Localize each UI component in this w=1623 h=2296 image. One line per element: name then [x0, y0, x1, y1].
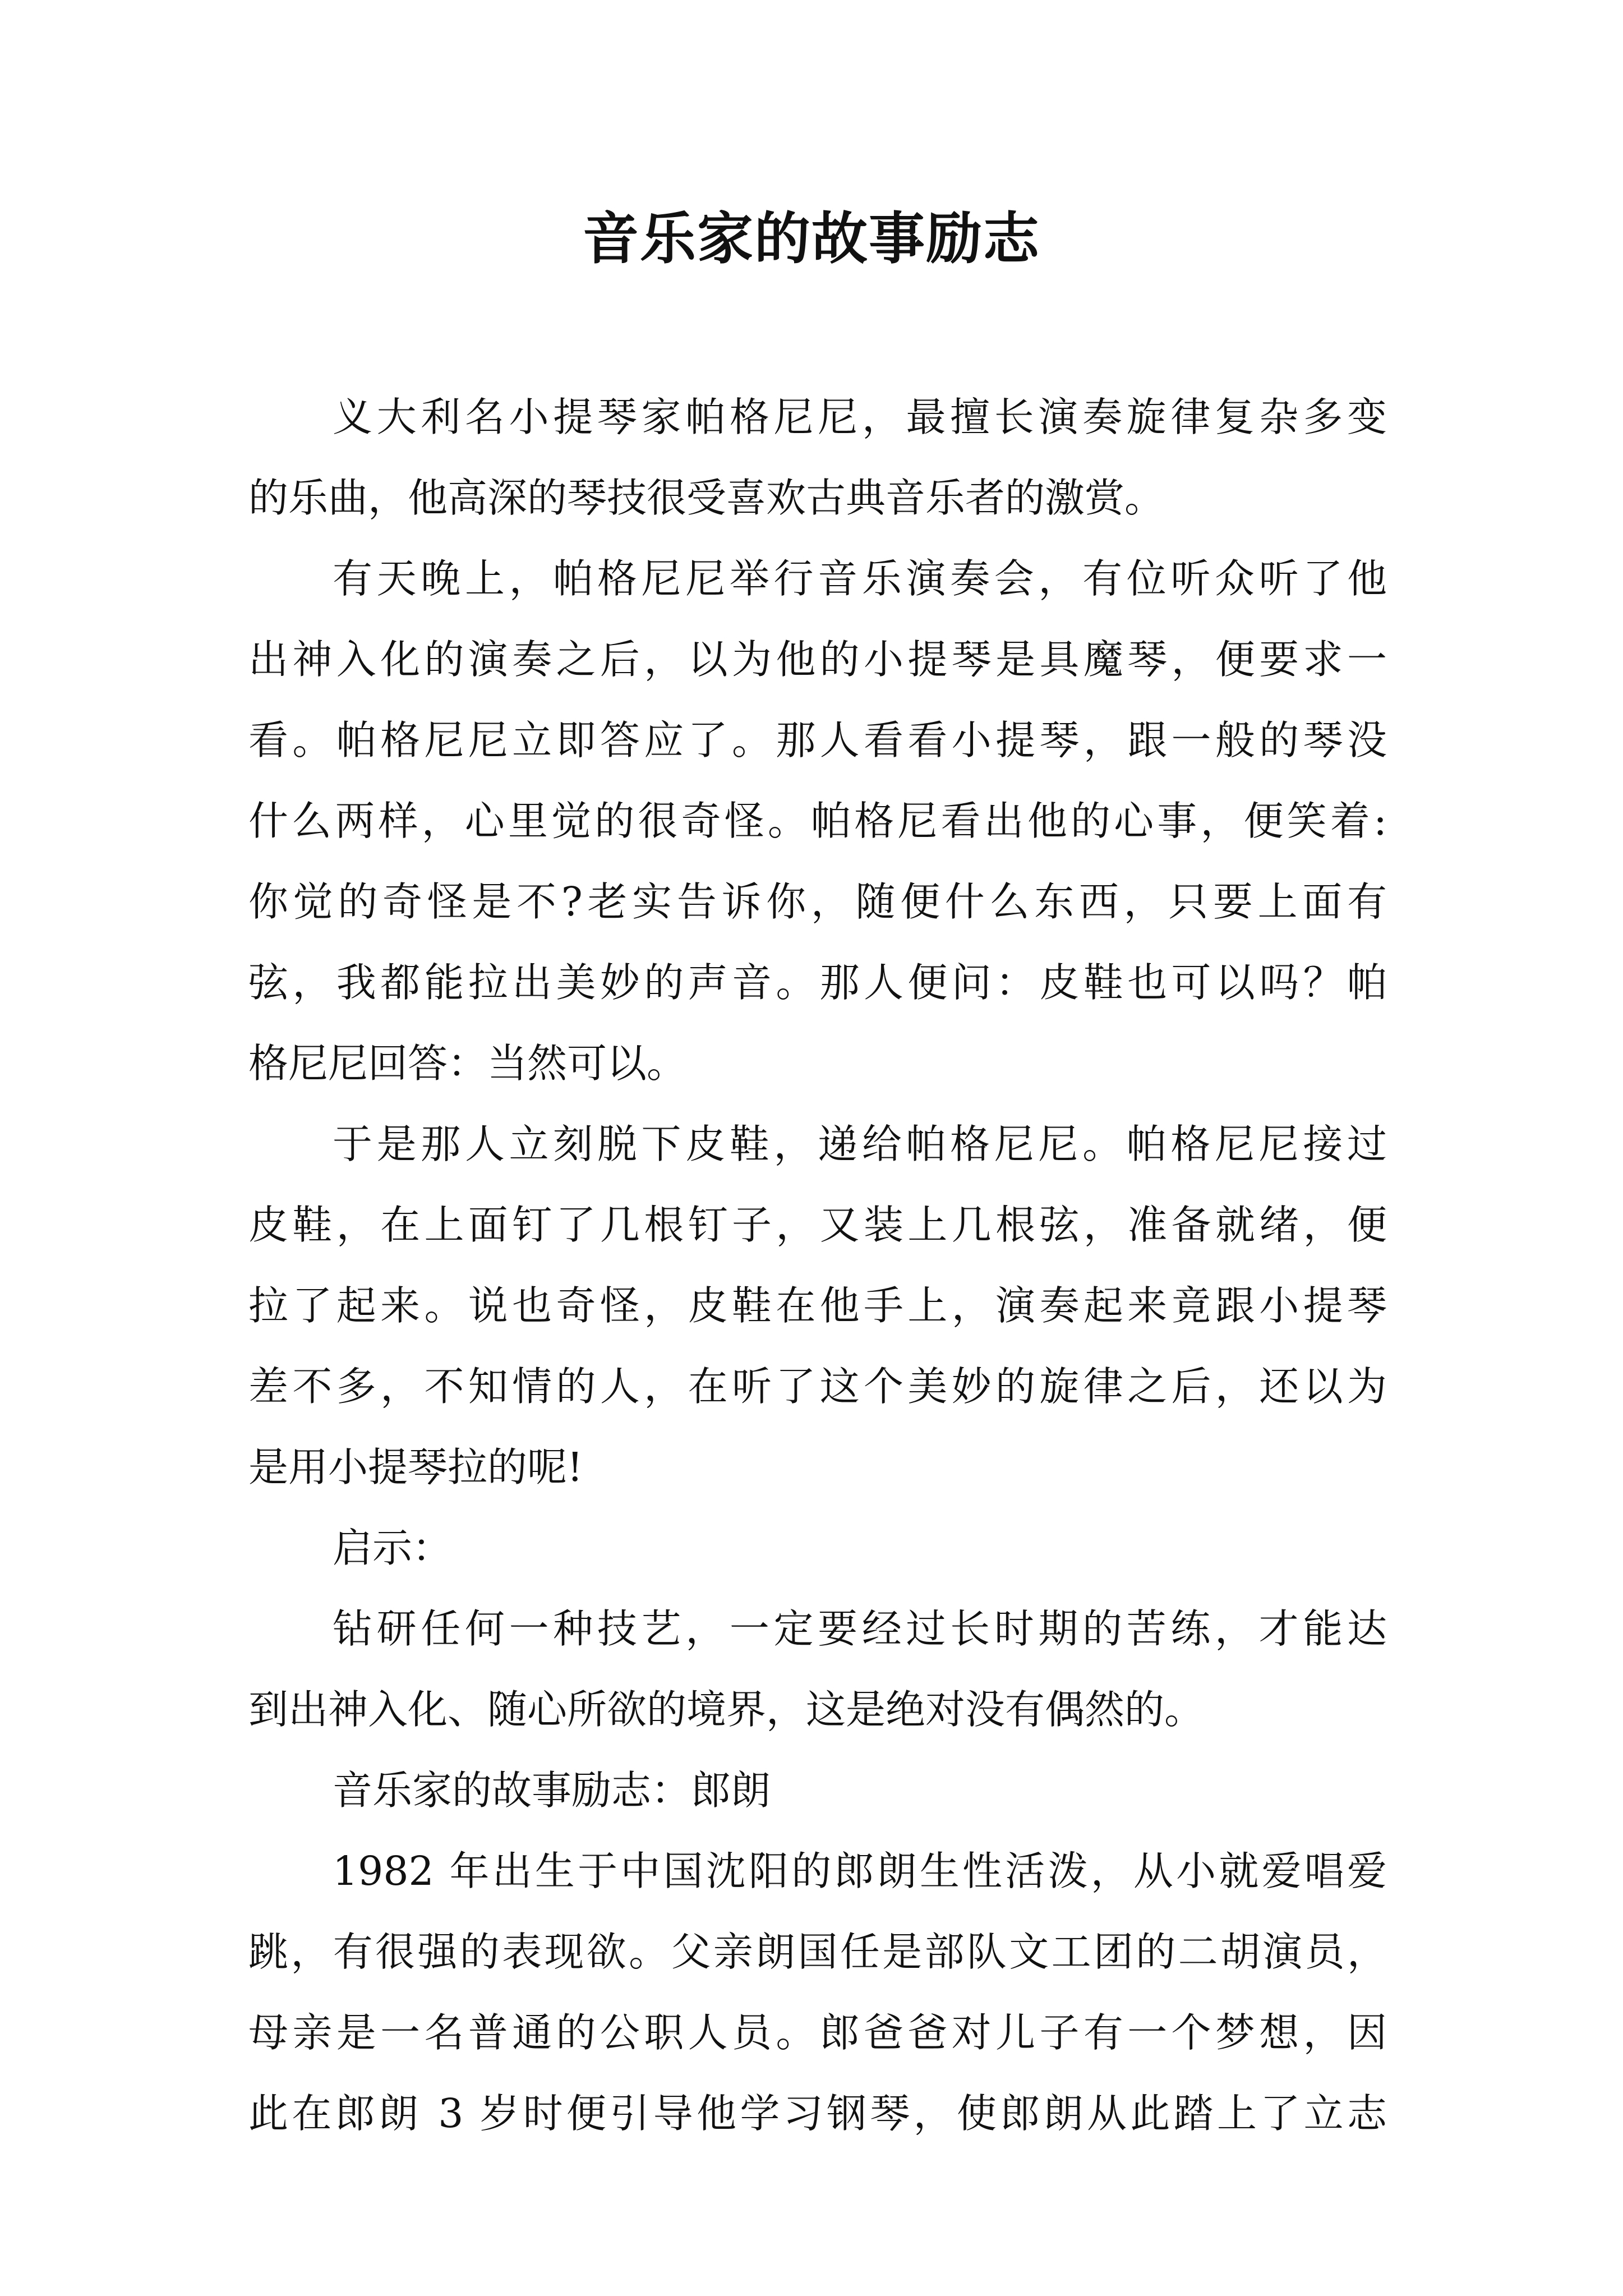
- text-line: 启示：: [333, 1525, 453, 1571]
- text-line: 于是那人立刻脱下皮鞋，递给帕格尼尼。帕格尼尼接过: [333, 1121, 1387, 1167]
- text-line: 跳，有很强的表现欲。父亲朗国任是部队文工团的二胡演员，: [248, 1929, 1387, 1975]
- text-line: 1982 年出生于中国沈阳的郎朗生性活泼，从小就爱唱爱: [333, 1848, 1387, 1894]
- text-line: 你觉的奇怪是不?老实告诉你，随便什么东西，只要上面有: [248, 878, 1387, 925]
- text-line: 有天晚上，帕格尼尼举行音乐演奏会，有位听众听了他: [333, 555, 1387, 602]
- text-line: 钻研任何一种技艺，一定要经过长时期的苦练，才能达: [333, 1605, 1387, 1652]
- text-line: 出神入化的演奏之后，以为他的小提琴是具魔琴，便要求一: [248, 636, 1387, 683]
- text-line: 义大利名小提琴家帕格尼尼，最擅长演奏旋律复杂多变: [333, 394, 1387, 440]
- text-line: 母亲是一名普通的公职人员。郎爸爸对儿子有一个梦想，因: [248, 2009, 1387, 2056]
- text-line: 什么两样，心里觉的很奇怪。帕格尼看出他的心事，便笑着:: [248, 798, 1387, 844]
- text-line: 皮鞋，在上面钉了几根钉子，又装上几根弦，准备就绪，便: [248, 1202, 1387, 1248]
- text-line: 差不多，不知情的人，在听了这个美妙的旋律之后，还以为: [248, 1363, 1387, 1410]
- text-line: 音乐家的故事励志：郎朗: [333, 1767, 771, 1814]
- text-line: 看。帕格尼尼立即答应了。那人看看小提琴，跟一般的琴没: [248, 717, 1387, 763]
- text-line: 格尼尼回答：当然可以。: [248, 1040, 687, 1087]
- text-line: 是用小提琴拉的呢!: [248, 1444, 583, 1490]
- text-line: 弦，我都能拉出美妙的声音。那人便问：皮鞋也可以吗？帕: [248, 959, 1387, 1006]
- text-line: 到出神入化、随心所欲的境界，这是绝对没有偶然的。: [248, 1686, 1205, 1733]
- text-line: 此在郎朗 3 岁时便引导他学习钢琴，使郎朗从此踏上了立志: [248, 2090, 1387, 2137]
- text-line: 拉了起来。说也奇怪，皮鞋在他手上，演奏起来竟跟小提琴: [248, 1282, 1387, 1329]
- document-title: 音乐家的故事励志: [583, 205, 1040, 272]
- document-body: [248, 377, 1387, 2154]
- text-line: 的乐曲，他高深的琴技很受喜欢古典音乐者的激赏。: [248, 475, 1165, 521]
